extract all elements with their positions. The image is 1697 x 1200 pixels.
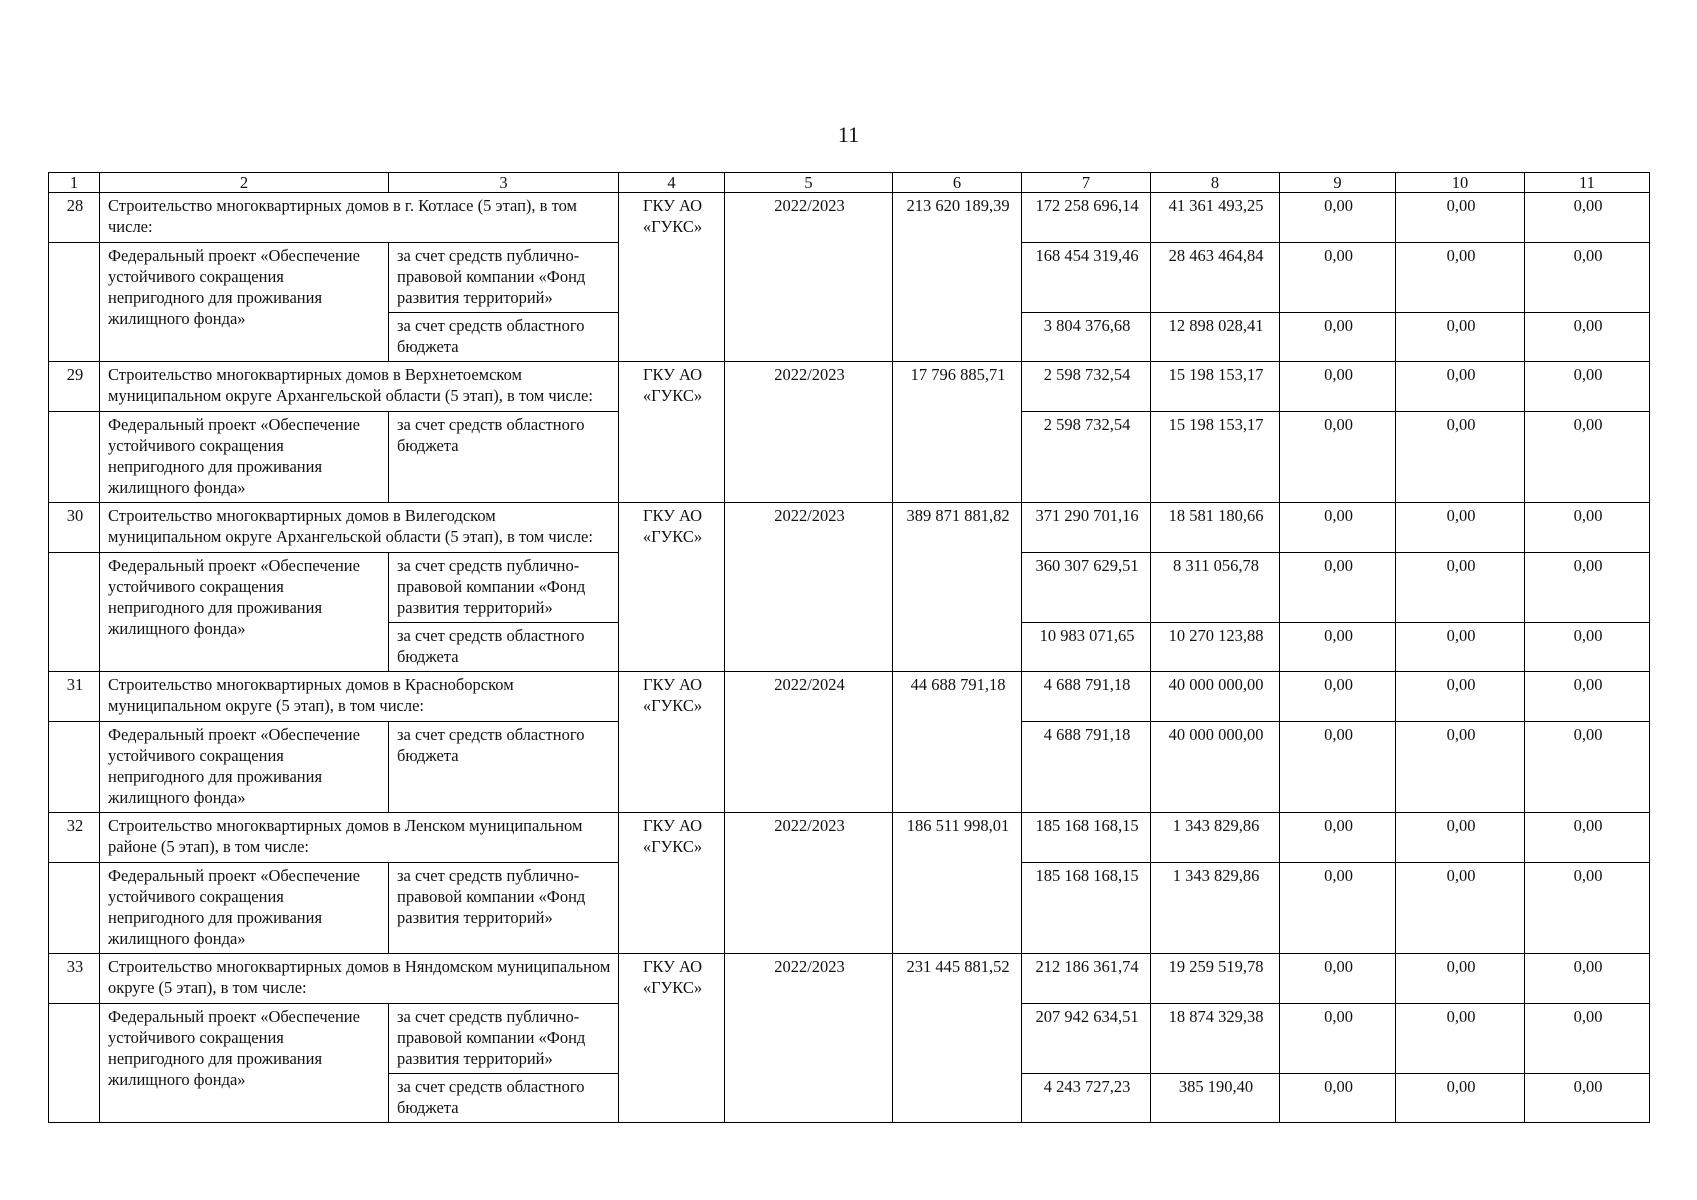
- amount-cell: 3 804 376,68: [1022, 313, 1151, 362]
- funding-source-cell: за счет средств публично-правовой компании «Фонд развития территорий»: [389, 553, 619, 623]
- period-cell: 2022/2023: [725, 954, 893, 1123]
- table-row: [49, 813, 1650, 863]
- amount-cell: 0,00: [1396, 313, 1525, 362]
- amount-cell: 0,00: [1280, 412, 1396, 503]
- row-number: 32: [49, 813, 100, 863]
- executor-cell: ГКУ АО «ГУКС»: [619, 813, 725, 954]
- amount-cell: 168 454 319,46: [1022, 243, 1151, 313]
- amount-cell: 207 942 634,51: [1022, 1004, 1151, 1074]
- amount-cell: 0,00: [1525, 672, 1650, 722]
- funding-source-cell: за счет средств публично-правовой компании «Фонд развития территорий»: [389, 863, 619, 954]
- amount-cell: 1 343 829,86: [1151, 863, 1280, 954]
- amount-cell: 0,00: [1525, 1004, 1650, 1074]
- amount-cell: 0,00: [1396, 193, 1525, 243]
- object-name: Строительство многоквартирных домов в Красноборском муниципальном округе (5 этап), в том числе:: [100, 672, 619, 722]
- amount-cell: 360 307 629,51: [1022, 553, 1151, 623]
- total-cost-cell: 213 620 189,39: [893, 193, 1022, 362]
- amount-cell: 10 270 123,88: [1151, 623, 1280, 672]
- amount-cell: 0,00: [1396, 954, 1525, 1004]
- amount-cell: 212 186 361,74: [1022, 954, 1151, 1004]
- amount-cell: 0,00: [1396, 362, 1525, 412]
- total-cost-cell: 231 445 881,52: [893, 954, 1022, 1123]
- amount-cell: 28 463 464,84: [1151, 243, 1280, 313]
- column-header: 6: [893, 173, 1022, 193]
- column-header: 3: [389, 173, 619, 193]
- empty-number-cell: [49, 243, 100, 362]
- amount-cell: 0,00: [1396, 863, 1525, 954]
- federal-project-cell: Федеральный проект «Обеспечение устойчивого сокращения непригодного для проживания жилищного фонда»: [100, 863, 389, 954]
- row-number: 30: [49, 503, 100, 553]
- object-name: Строительство многоквартирных домов в Ленском муниципальном районе (5 этап), в том числе:: [100, 813, 619, 863]
- amount-cell: 0,00: [1525, 243, 1650, 313]
- amount-cell: 8 311 056,78: [1151, 553, 1280, 623]
- table-row: [49, 503, 1650, 553]
- amount-cell: 0,00: [1280, 193, 1396, 243]
- page-number: 11: [837, 122, 860, 147]
- amount-cell: 1 343 829,86: [1151, 813, 1280, 863]
- federal-project-cell: Федеральный проект «Обеспечение устойчивого сокращения непригодного для проживания жилищного фонда»: [100, 412, 389, 503]
- total-cost-cell: 389 871 881,82: [893, 503, 1022, 672]
- amount-cell: 0,00: [1280, 954, 1396, 1004]
- amount-cell: 15 198 153,17: [1151, 362, 1280, 412]
- period-cell: 2022/2023: [725, 503, 893, 672]
- column-header: 7: [1022, 173, 1151, 193]
- amount-cell: 2 598 732,54: [1022, 412, 1151, 503]
- column-header: 9: [1280, 173, 1396, 193]
- amount-cell: 0,00: [1280, 553, 1396, 623]
- amount-cell: 0,00: [1525, 722, 1650, 813]
- amount-cell: 0,00: [1525, 362, 1650, 412]
- funding-source-cell: за счет средств областного бюджета: [389, 313, 619, 362]
- amount-cell: 0,00: [1396, 553, 1525, 623]
- amount-cell: 18 874 329,38: [1151, 1004, 1280, 1074]
- amount-cell: 4 243 727,23: [1022, 1074, 1151, 1123]
- amount-cell: 0,00: [1280, 362, 1396, 412]
- amount-cell: 0,00: [1280, 623, 1396, 672]
- amount-cell: 0,00: [1525, 503, 1650, 553]
- amount-cell: 185 168 168,15: [1022, 813, 1151, 863]
- amount-cell: 0,00: [1396, 243, 1525, 313]
- executor-cell: ГКУ АО «ГУКС»: [619, 503, 725, 672]
- amount-cell: 41 361 493,25: [1151, 193, 1280, 243]
- amount-cell: 40 000 000,00: [1151, 672, 1280, 722]
- amount-cell: 0,00: [1525, 863, 1650, 954]
- empty-number-cell: [49, 412, 100, 503]
- amount-cell: 0,00: [1396, 1004, 1525, 1074]
- empty-number-cell: [49, 553, 100, 672]
- federal-project-cell: Федеральный проект «Обеспечение устойчивого сокращения непригодного для проживания жилищного фонда»: [100, 553, 389, 672]
- amount-cell: 40 000 000,00: [1151, 722, 1280, 813]
- amount-cell: 10 983 071,65: [1022, 623, 1151, 672]
- period-cell: 2022/2023: [725, 362, 893, 503]
- empty-number-cell: [49, 722, 100, 813]
- funding-source-cell: за счет средств областного бюджета: [389, 412, 619, 503]
- amount-cell: 385 190,40: [1151, 1074, 1280, 1123]
- column-header: 10: [1396, 173, 1525, 193]
- funding-source-cell: за счет средств областного бюджета: [389, 623, 619, 672]
- amount-cell: 0,00: [1525, 954, 1650, 1004]
- column-header: 4: [619, 173, 725, 193]
- amount-cell: 15 198 153,17: [1151, 412, 1280, 503]
- column-number-row: [49, 173, 1650, 193]
- executor-cell: ГКУ АО «ГУКС»: [619, 672, 725, 813]
- table-row: [49, 672, 1650, 722]
- amount-cell: 4 688 791,18: [1022, 672, 1151, 722]
- amount-cell: 172 258 696,14: [1022, 193, 1151, 243]
- funding-source-cell: за счет средств областного бюджета: [389, 1074, 619, 1123]
- executor-cell: ГКУ АО «ГУКС»: [619, 193, 725, 362]
- amount-cell: 0,00: [1280, 243, 1396, 313]
- row-number: 31: [49, 672, 100, 722]
- amount-cell: 0,00: [1525, 1074, 1650, 1123]
- object-name: Строительство многоквартирных домов в Верхнетоемском муниципальном округе Архангельской области (5 этап), в том числе:: [100, 362, 619, 412]
- table-row: [49, 193, 1650, 243]
- row-number: 33: [49, 954, 100, 1004]
- executor-cell: ГКУ АО «ГУКС»: [619, 362, 725, 503]
- amount-cell: 0,00: [1280, 1074, 1396, 1123]
- object-name: Строительство многоквартирных домов в г. Котласе (5 этап), в том числе:: [100, 193, 619, 243]
- amount-cell: 0,00: [1396, 503, 1525, 553]
- amount-cell: 0,00: [1396, 722, 1525, 813]
- period-cell: 2022/2024: [725, 672, 893, 813]
- amount-cell: 0,00: [1396, 813, 1525, 863]
- period-cell: 2022/2023: [725, 193, 893, 362]
- column-header: 2: [100, 173, 389, 193]
- total-cost-cell: 44 688 791,18: [893, 672, 1022, 813]
- period-cell: 2022/2023: [725, 813, 893, 954]
- column-header: 11: [1525, 173, 1650, 193]
- federal-project-cell: Федеральный проект «Обеспечение устойчивого сокращения непригодного для проживания жилищного фонда»: [100, 243, 389, 362]
- amount-cell: 0,00: [1280, 1004, 1396, 1074]
- empty-number-cell: [49, 1004, 100, 1123]
- amount-cell: 0,00: [1280, 813, 1396, 863]
- amount-cell: 0,00: [1396, 672, 1525, 722]
- federal-project-cell: Федеральный проект «Обеспечение устойчивого сокращения непригодного для проживания жилищного фонда»: [100, 1004, 389, 1123]
- amount-cell: 371 290 701,16: [1022, 503, 1151, 553]
- amount-cell: 0,00: [1280, 503, 1396, 553]
- amount-cell: 18 581 180,66: [1151, 503, 1280, 553]
- amount-cell: 185 168 168,15: [1022, 863, 1151, 954]
- amount-cell: 0,00: [1280, 313, 1396, 362]
- row-number: 28: [49, 193, 100, 243]
- amount-cell: 0,00: [1396, 412, 1525, 503]
- federal-project-cell: Федеральный проект «Обеспечение устойчивого сокращения непригодного для проживания жилищного фонда»: [100, 722, 389, 813]
- column-header: 5: [725, 173, 893, 193]
- total-cost-cell: 186 511 998,01: [893, 813, 1022, 954]
- amount-cell: 0,00: [1525, 412, 1650, 503]
- empty-number-cell: [49, 863, 100, 954]
- funding-source-cell: за счет средств публично-правовой компании «Фонд развития территорий»: [389, 243, 619, 313]
- object-name: Строительство многоквартирных домов в Вилегодском муниципальном округе Архангельской области (5 этап), в том числе:: [100, 503, 619, 553]
- amount-cell: 4 688 791,18: [1022, 722, 1151, 813]
- amount-cell: 0,00: [1525, 193, 1650, 243]
- amount-cell: 0,00: [1525, 623, 1650, 672]
- column-header: 1: [49, 173, 100, 193]
- amount-cell: 12 898 028,41: [1151, 313, 1280, 362]
- object-name: Строительство многоквартирных домов в Няндомском муниципальном округе (5 этап), в том числе:: [100, 954, 619, 1004]
- total-cost-cell: 17 796 885,71: [893, 362, 1022, 503]
- amount-cell: 0,00: [1396, 1074, 1525, 1123]
- amount-cell: 0,00: [1396, 623, 1525, 672]
- executor-cell: ГКУ АО «ГУКС»: [619, 954, 725, 1123]
- amount-cell: 0,00: [1280, 672, 1396, 722]
- budget-table: [48, 172, 1650, 1123]
- amount-cell: 2 598 732,54: [1022, 362, 1151, 412]
- amount-cell: 19 259 519,78: [1151, 954, 1280, 1004]
- funding-source-cell: за счет средств публично-правовой компании «Фонд развития территорий»: [389, 1004, 619, 1074]
- amount-cell: 0,00: [1525, 813, 1650, 863]
- table-row: [49, 954, 1650, 1004]
- column-header: 8: [1151, 173, 1280, 193]
- amount-cell: 0,00: [1525, 313, 1650, 362]
- row-number: 29: [49, 362, 100, 412]
- funding-source-cell: за счет средств областного бюджета: [389, 722, 619, 813]
- table-row: [49, 362, 1650, 412]
- amount-cell: 0,00: [1280, 722, 1396, 813]
- amount-cell: 0,00: [1525, 553, 1650, 623]
- amount-cell: 0,00: [1280, 863, 1396, 954]
